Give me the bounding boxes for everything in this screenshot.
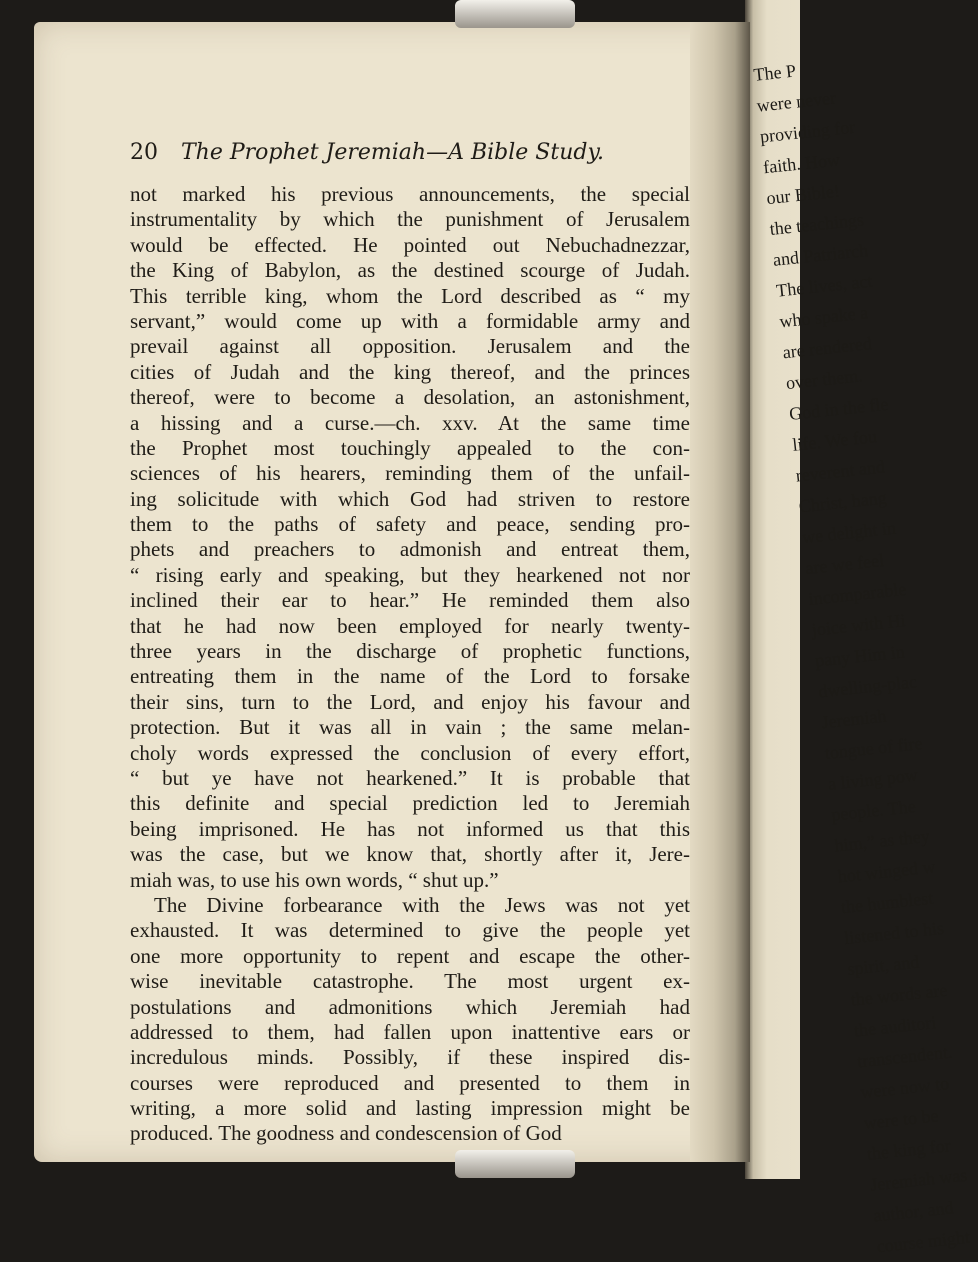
facing-page-fragment: Christ, hang [797, 487, 888, 517]
text-line: The Divine forbearance with the Jews was not yet [154, 892, 690, 917]
text-line: incredulous minds. Possibly, if these inspired dis- [130, 1045, 690, 1070]
facing-page-fragment: God in the fle [788, 393, 890, 424]
facing-page-fragment: the teachings [768, 209, 865, 240]
body-text [130, 182, 690, 1147]
text-line: servant,” would come up with a formidable army and [130, 308, 690, 333]
facing-page-fragment: people. The [830, 796, 917, 825]
facing-page-fragment: listened to his [843, 917, 945, 949]
text-line: choly words expressed the conclusion of every effort, [130, 740, 690, 765]
text-line: the Prophet most touchingly appealed to the con- [130, 435, 690, 460]
facing-page-fragment: were now to [859, 1073, 951, 1103]
text-line: inclined their ear to hear.” He reminded them also [130, 588, 690, 613]
text-line: exhausted. It was determined to give the people yet [130, 918, 690, 943]
text-line: entreating them in the name of the Lord to forsake [130, 664, 690, 689]
text-line: This terrible king, whom the Lord described as “ my [130, 283, 690, 308]
facing-page-fragment: were never [755, 87, 837, 116]
binding-clip-bottom [455, 1150, 575, 1178]
text-line: would be effected. He pointed out Nebuchadnezzar, [130, 232, 690, 257]
facing-page-fragment: pany Him in [814, 641, 906, 671]
facing-page-fragment: The P [752, 60, 797, 85]
facing-page-fragment: transcendent. [856, 1041, 954, 1072]
facing-page-fragment: are we feel [804, 550, 885, 579]
facing-page-fragment: were to be [862, 1105, 940, 1134]
facing-page-fragment: life. We fou [791, 426, 878, 455]
text-line: not marked his previous announcements, the special [130, 182, 690, 206]
facing-page-fragment: joice with Hi [810, 610, 907, 640]
facing-page-fragment: dwelling-plac [817, 671, 918, 702]
running-title: The Prophet Jeremiah—A Bible Study. [181, 140, 604, 165]
text-line: thereof, were to become a desolation, an astonishment, [130, 385, 690, 410]
text-line: phets and preachers to admonish and entreat them, [130, 537, 690, 562]
facing-page-fragment: author, and [872, 1197, 955, 1226]
text-line: was the case, but we know that, shortly after it, Jere- [130, 842, 690, 867]
text-line: courses were reproduced and presented to them in [130, 1070, 690, 1095]
facing-page-fragment: spirit, and [846, 951, 921, 979]
binding-clip-top [455, 0, 575, 28]
facing-page-fragment: the humblest [840, 887, 935, 918]
page-number: 20 [130, 140, 158, 165]
facing-page-fragment: are rendered [781, 333, 873, 363]
text-line: cities of Judah and the king thereof, and the princes [130, 359, 690, 384]
facing-page-fragment: The lives, act [775, 270, 874, 301]
text-line: their sins, turn to the Lord, and enjoy his favour and [130, 689, 690, 714]
facing-page-fragment: our Bible! [765, 180, 841, 209]
facing-page-fragment: Jeremiah was [869, 1164, 969, 1195]
facing-page-fragment: him,” as they [833, 825, 931, 856]
text-line: wise inevitable catastrophe. The most urgent ex- [130, 969, 690, 994]
text-line: protection. But it was all in vain ; the same melan- [130, 715, 690, 740]
text-line: addressed to them, had fallen upon inattentive ears or [130, 1019, 690, 1044]
text-line: them to the paths of safety and peace, sending pro- [130, 512, 690, 537]
text-line: that he had now been employed for nearly twenty- [130, 613, 690, 638]
text-line: ing solicitude with which God had striven to restore [130, 486, 690, 511]
facing-page-fragment: we delight in [801, 517, 897, 548]
text-line: instrumentality by which the punishment of Jerusalem [130, 207, 690, 232]
facing-page-fragment: course might [875, 1226, 971, 1257]
text-line: “ rising early and speaking, but they hearkened not nor [130, 562, 690, 587]
text-line: being imprisoned. He has not informed us that this [130, 816, 690, 841]
text-line: “ but ye have not hearkened.” It is probable that [130, 765, 690, 790]
text-line: this definite and special prediction led to Jeremiah [130, 791, 690, 816]
facing-page-fragment: faith. How [762, 149, 841, 178]
text-line: prevail against all opposition. Jerusalem and the [130, 334, 690, 359]
text-line: miah was, to use his own words, “ shut up.” [130, 867, 499, 892]
text-line: postulations and admonitions which Jeremiah had [130, 994, 690, 1019]
facing-page-fragment: the words are [849, 979, 949, 1010]
facing-page-fragment: tongue of fire [823, 732, 924, 764]
facing-page-fragment: incomparable [807, 578, 908, 609]
facing-page-fragment: the king for [865, 1135, 952, 1164]
facing-page-fragment: the auditori [852, 1012, 938, 1041]
text-line: writing, a more solid and lasting impression might be [130, 1096, 690, 1121]
facing-page-fragment: hot winged w [836, 856, 937, 887]
facing-page-fragment: providing for [759, 116, 857, 147]
facing-page-fragment: over them. [784, 365, 864, 394]
running-header [130, 140, 690, 165]
text-line: sciences of his hearers, reminding them of the unfail- [130, 461, 690, 486]
text-line: the King of Babylon, as the destined scourge of Judah. [130, 258, 690, 283]
facing-page-fragment: Jeremiah [820, 705, 888, 733]
facing-page-fragment: a living pow [827, 764, 919, 794]
text-line: three years in the discharge of prophetic functions, [130, 639, 690, 664]
facing-page-fragment: reverent and [794, 456, 886, 486]
facing-page-fragment: and Patriarch [771, 239, 870, 270]
text-line: produced. The goodness and condescension of God [130, 1121, 562, 1146]
text-line: a hissing and a curse.—ch. xxv. At the same time [130, 410, 690, 435]
text-line: one more opportunity to repent and escape the other- [130, 943, 690, 968]
facing-page-fragment: who spake a [778, 302, 870, 332]
book-gutter [690, 22, 750, 1162]
